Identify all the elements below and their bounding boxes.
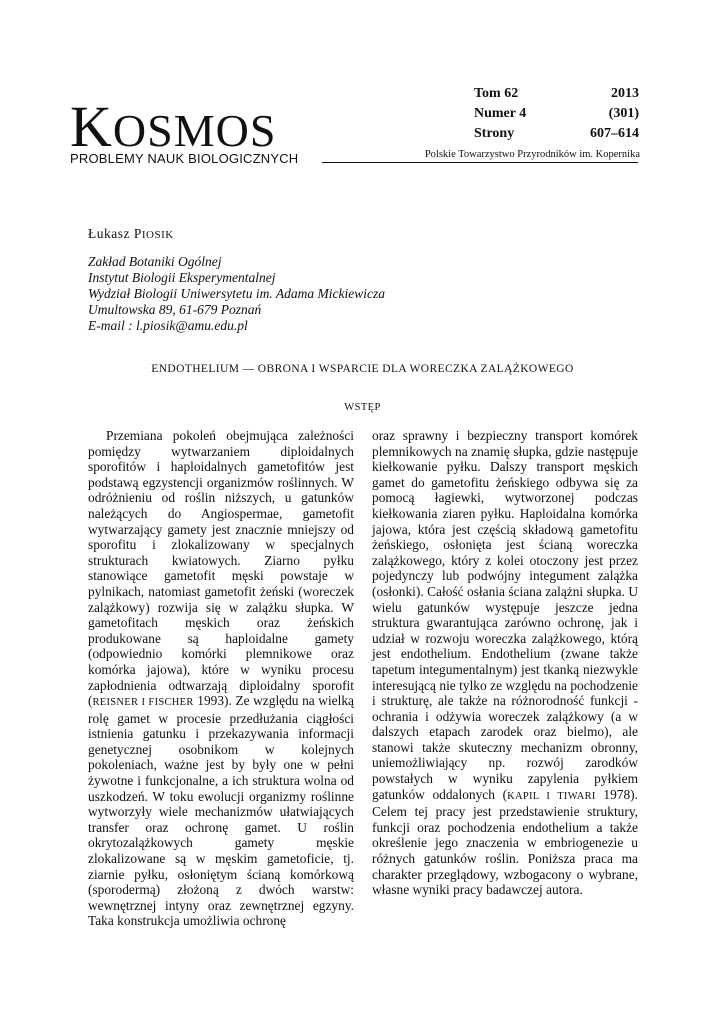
issue-info [474, 84, 639, 144]
body-paragraph: Przemiana pokoleń obejmująca zależności pomiędzy wytwarzaniem diploidalnych sporofitów i haploidalnych gametofitów jest podstawą egzystencji organizmów roślinnych. W odróżnieniu od roślin niższych, u gatunków należących do Angiospermae, gametofit wytwarzający gamety jest znacznie mniejszy od sporofitu i zlokalizowany w specjalnych strukturach kwiatowych. Ziarno pyłku stanowiące gametofit męski powstaje w pylnikach, natomiast gametofit żeński (woreczek zalążkowy) rozwija się w zalążku słupka. W gametofitach męskich oraz żeńskich produkowane są haploidalne gamety (odpowiednio komórki plemnikowe oraz komórka jajowa), które w wyniku procesu zapłodnienia odtwarzają diploidalny sporofit (REISNER I FISCHER 1993). Ze względu na wielką rolę gamet w procesie przedłużania ciągłości istnienia gatunku i przekazywania informacji genetycznej osobnikom w kolejnych pokoleniach, ważne jest by były one w pełni żywotne i funkcjonalne, a ich struktura wolna od uszkodzeń. W toku ewolucji organizmy roślinne wytworzyły wiele mechanizmów ułatwiających transfer oraz ochronę gamet. U roślin okrytozalążkowych gamety męskie zlokalizowane są w męskim gametoficie, tj. ziarnie pyłku, osłoniętym ścianą komórkową (sporodermą) złożoną z dwóch warstw: wewnętrznej intyny oraz zewnętrznej egzyny. Taka konstrukcja umożliwia ochronę [88, 428, 354, 929]
affiliation-line: Umultowska 89, 61-679 Poznań [88, 302, 262, 317]
author-email: E-mail : l.piosik@amu.edu.pl [88, 318, 248, 333]
affiliation-line: Wydział Biologii Uniwersytetu im. Adama Mickiewicza [88, 286, 385, 301]
body-column-right [372, 428, 638, 898]
issue-volume: Tom 62 2013 [474, 86, 639, 101]
affiliation-line: Instytut Biologii Eksperymentalnej [88, 270, 276, 285]
journal-logo: KOSMOS [70, 94, 277, 159]
issue-pages: Strony 607–614 [474, 126, 639, 141]
society-name: Polskie Towarzystwo Przyrodników im. Kopernika [424, 149, 640, 160]
citation: REISNER I FISCHER [92, 697, 194, 709]
body-column-left [88, 428, 354, 929]
body-paragraph: oraz sprawny i bezpieczny transport komórek plemnikowych na znamię słupka, gdzie następuje kiełkowanie pyłku. Dalszy transport męskich gamet do gametofitu żeńskiego odbywa się za pomocą łagiewki, wytworzonej podczas kiełkowania ziaren pyłku. Haploidalna komórka jajowa, która jest częścią składową gametofitu żeńskiego, osłonięta jest ścianą woreczka zalążkowego, który z kolei otoczony jest przez pojedynczy lub podwójny integument zalążka (osłonki). Całość osłania ściana zalążni słupka. U wielu gatunków występuje jeszcze jedna struktura gwarantująca zarówno ochronę, jak i udział w rozwoju woreczka zalążkowego, którą jest endothelium. Endothelium (zwane także tapetum integumentalnym) jest tkanką niezwykle interesującą nie tylko ze względu na pochodzenie i strukturę, ale także na różnorodność funkcji - ochrania i odżywia woreczek zalążkowy (a w dalszych etapach zarodek oraz bielmo), ale stanowi także skuteczny mechanizm obronny, uniemożliwiający np. rozwój zarodków powstałych w wyniku zapylenia pyłkiem gatunków oddalonych (KAPIL I TIWARI 1978). Celem tej pracy jest przedstawienie struktury, funkcji oraz pochodzenia endothelium a także określenie jego znaczenia w embriogenezie u różnych gatunków roślin. Poniższa praca ma charakter przeglądowy, wzbogacony o wybrane, własne wyniki pracy badawczej autora. [372, 428, 638, 898]
author-affiliation [88, 254, 385, 334]
issue-number: Numer 4 (301) [474, 106, 639, 121]
affiliation-line: Zakład Botaniki Ogólnej [88, 254, 222, 269]
article-title: ENDOTHELIUM — OBRONA I WSPARCIE DLA WORECZKA ZALĄŻKOWEGO [151, 363, 574, 375]
section-heading: WSTĘP [344, 402, 381, 413]
citation: KAPIL I TIWARI [507, 790, 596, 802]
author-name: Łukasz PIOSIK [88, 226, 174, 241]
masthead-rule [322, 162, 638, 163]
journal-subtitle: PROBLEMY NAUK BIOLOGICZNYCH [70, 151, 299, 166]
